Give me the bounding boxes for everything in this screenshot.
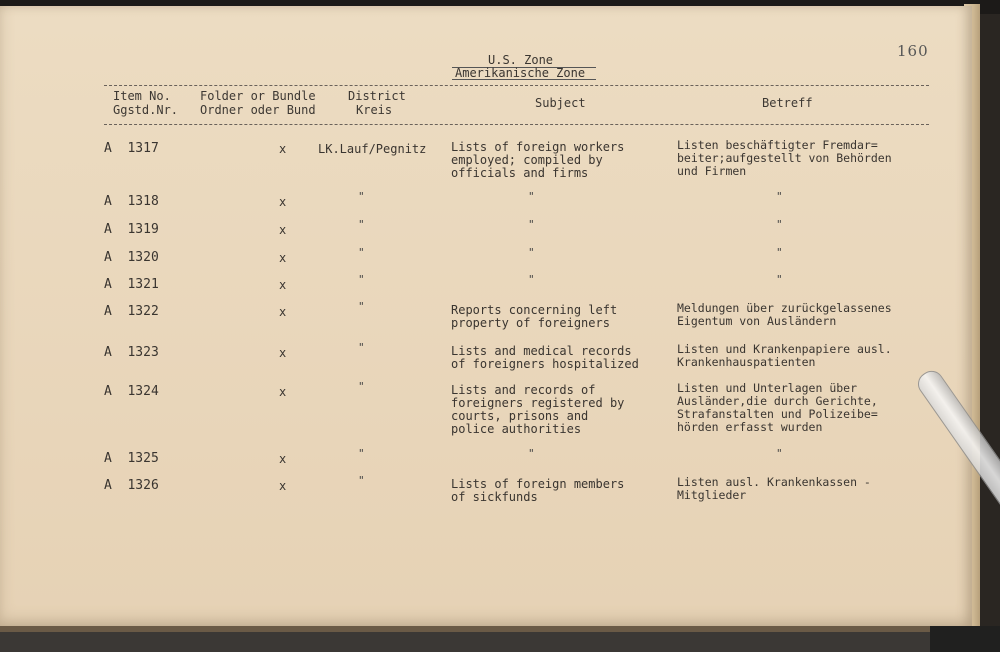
item-number: A 1319	[104, 222, 159, 237]
ditto-mark: "	[358, 273, 365, 286]
folder-mark: x	[279, 305, 287, 319]
ditto-mark: "	[358, 447, 365, 460]
subject-line: of foreigners hospitalized	[451, 357, 639, 371]
ditto-mark: "	[776, 218, 783, 231]
item-number: A 1318	[104, 194, 159, 209]
ditto-mark: "	[358, 218, 365, 231]
item-number: A 1326	[104, 478, 159, 493]
item-number: A 1320	[104, 250, 159, 265]
folder-mark: x	[279, 346, 287, 360]
header-subject: Subject	[535, 96, 586, 110]
subject-line: foreigners registered by	[451, 396, 625, 410]
header-district-de: Kreis	[356, 103, 393, 117]
header-item-no-de: Ggstd.Nr.	[113, 103, 179, 117]
document-page	[0, 6, 972, 628]
zone-german: Amerikanische Zone	[455, 66, 586, 80]
item-number: A 1324	[104, 384, 159, 399]
header-item-no	[113, 89, 178, 117]
subject-line: police authorities	[451, 422, 582, 436]
bottom-band	[0, 626, 1000, 652]
ditto-mark: "	[776, 246, 783, 259]
folder-mark: x	[279, 142, 287, 156]
ditto-mark: "	[528, 273, 535, 286]
betreff-line: Listen beschäftigter Fremdar=	[677, 138, 878, 152]
subject-line: employed; compiled by	[451, 153, 603, 167]
betreff-line: Eigentum von Ausländern	[677, 314, 837, 328]
header-rule-top	[104, 85, 929, 86]
betreff-line: Listen und Unterlagen über	[677, 381, 858, 395]
header-district	[348, 89, 406, 117]
betreff-line: Strafanstalten und Polizeibe=	[677, 407, 878, 421]
betreff-line: und Firmen	[677, 164, 747, 178]
header-rule-bottom	[104, 124, 929, 125]
betreff-line: beiter;aufgestellt von Behörden	[677, 151, 892, 165]
folder-mark: x	[279, 479, 287, 493]
subject-line: of sickfunds	[451, 490, 538, 504]
ditto-mark: "	[358, 190, 365, 203]
ditto-mark: "	[528, 246, 535, 259]
ditto-mark: "	[358, 341, 365, 354]
subject-line: courts, prisons and	[451, 409, 589, 423]
folder-mark: x	[279, 278, 287, 292]
folder-mark: x	[279, 195, 287, 209]
subject-line: officials and firms	[451, 166, 589, 180]
subject-line: Lists and medical records	[451, 344, 632, 358]
item-number: A 1321	[104, 277, 159, 292]
district-name: LK.Lauf/Pegnitz	[318, 142, 427, 156]
header-district-en: District	[348, 89, 406, 103]
header-folder-de: Ordner oder Bund	[200, 103, 316, 117]
subject-line: property of foreigners	[451, 316, 610, 330]
folder-mark: x	[279, 452, 287, 466]
ditto-mark: "	[776, 190, 783, 203]
subject-line: Lists of foreign members	[451, 477, 625, 491]
betreff-line: hörden erfasst wurden	[677, 420, 823, 434]
item-number: A 1317	[104, 141, 159, 156]
subject-line: Reports concerning left	[451, 303, 618, 317]
header-item-no-en: Item No.	[113, 89, 171, 103]
subject-line: Lists and records of	[451, 383, 596, 397]
folder-mark: x	[279, 385, 287, 399]
zone-underline-bottom	[452, 79, 596, 80]
page-number: 160	[897, 42, 929, 60]
item-number: A 1323	[104, 345, 159, 360]
ditto-mark: "	[528, 190, 535, 203]
betreff-line: Ausländer,die durch Gerichte,	[677, 394, 878, 408]
betreff-line: Meldungen über zurückgelassenes	[677, 301, 892, 315]
ditto-mark: "	[358, 474, 365, 487]
folder-mark: x	[279, 223, 287, 237]
header-folder-en: Folder or Bundle	[200, 89, 316, 103]
ditto-mark: "	[776, 447, 783, 460]
betreff-line: Krankenhauspatienten	[677, 355, 816, 369]
header-betreff: Betreff	[762, 96, 813, 110]
betreff-line: Listen und Krankenpapiere ausl.	[677, 342, 892, 356]
subject-line: Lists of foreign workers	[451, 140, 625, 154]
zone-english: U.S. Zone	[488, 53, 554, 67]
item-number: A 1325	[104, 451, 159, 466]
ditto-mark: "	[776, 273, 783, 286]
ditto-mark: "	[358, 300, 365, 313]
ditto-mark: "	[358, 246, 365, 259]
folder-mark: x	[279, 251, 287, 265]
ditto-mark: "	[358, 380, 365, 393]
ditto-mark: "	[528, 218, 535, 231]
item-number: A 1322	[104, 304, 159, 319]
ditto-mark: "	[528, 447, 535, 460]
header-folder	[200, 89, 316, 117]
betreff-line: Listen ausl. Krankenkassen -	[677, 475, 871, 489]
betreff-line: Mitglieder	[677, 488, 747, 502]
